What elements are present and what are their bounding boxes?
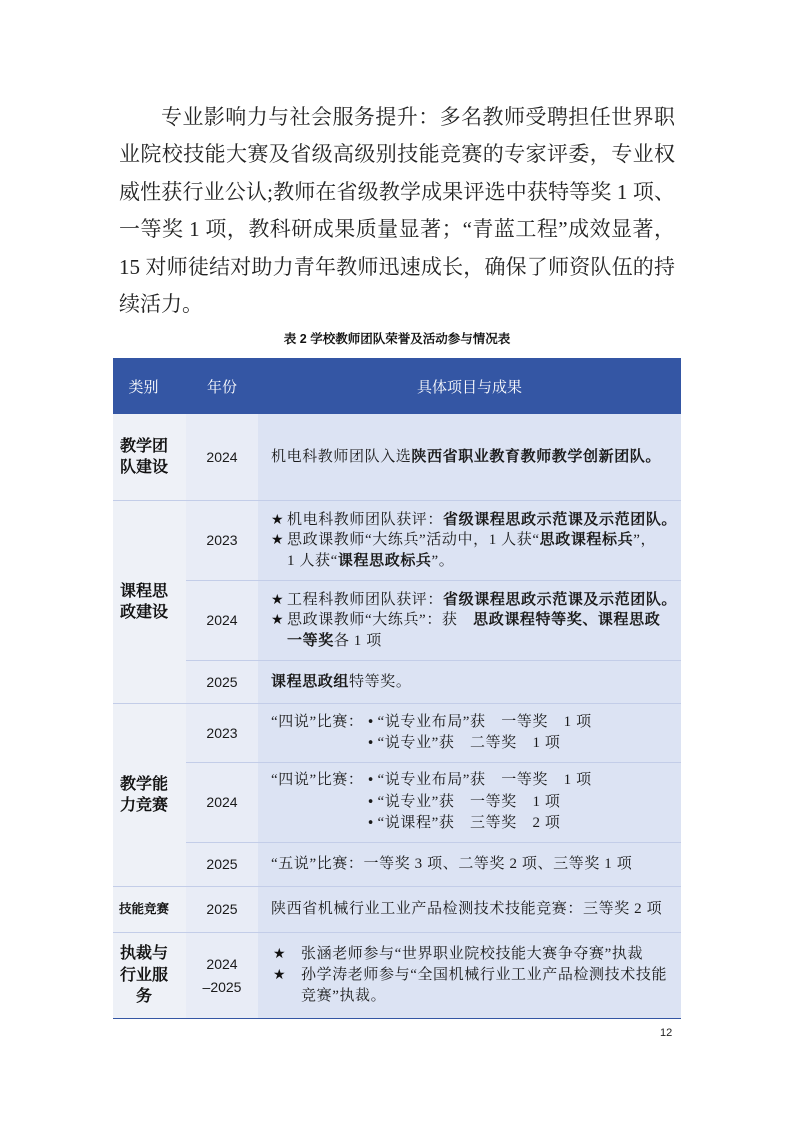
- year-cell: 2024: [186, 762, 258, 842]
- bullet-icon: [364, 771, 378, 792]
- header-year: 年份: [186, 358, 258, 414]
- contest-block: [271, 770, 592, 835]
- content-cell: [258, 580, 681, 660]
- content-segment: 各 1 项: [333, 632, 382, 649]
- star-icon: [271, 510, 287, 531]
- content-segment: 特等奖。: [349, 673, 412, 690]
- paragraph-line: 续活力。: [119, 292, 203, 317]
- content-cell: [258, 842, 681, 886]
- content-segment-bold: 省级课程思政示范课及示范团队。: [443, 590, 678, 608]
- category-label: 执裁与行业服务: [119, 945, 168, 1006]
- year-cell: 2025: [186, 660, 258, 703]
- category-label: 技能竞赛: [118, 902, 169, 916]
- year-cell: 2025: [186, 886, 258, 932]
- year-cell: 2024: [186, 414, 258, 500]
- bullet-icon: [364, 734, 378, 755]
- category-label: 课程思政建设: [119, 583, 168, 621]
- list-item: [364, 792, 592, 814]
- star-list: [271, 510, 677, 572]
- list-item: [271, 944, 667, 965]
- content-text: [271, 854, 632, 875]
- content-segment: 竞赛”执裁。: [301, 988, 387, 1004]
- category-label: 教学团队建设: [119, 438, 168, 476]
- list-item-text: “说专业”获 一等奖 1 项: [377, 793, 561, 810]
- year-cell: 2024: [186, 580, 258, 660]
- bullet-list: [364, 712, 592, 755]
- content-segment-bold: 陕西省职业教育教师教学创新团队。: [411, 447, 662, 465]
- bullet-icon: [364, 713, 378, 734]
- star-icon: [271, 530, 287, 551]
- content-cell: [258, 500, 681, 580]
- star-icon: [271, 590, 287, 611]
- category-cell-judging: [113, 932, 186, 1018]
- list-item: [271, 510, 677, 531]
- content-segment: 陕西省机械行业工业产品检测技术技能竞赛：三等奖 2 项: [271, 901, 663, 918]
- category-cell-teaching-ability: [113, 703, 186, 886]
- paragraph-line: 专业影响力与社会服务提升：多名教师受聘担任世界职: [161, 105, 675, 129]
- contest-block: [271, 712, 592, 755]
- paragraph-line: 威性获行业公认;教师在省级教学成果评选中获特等奖 1 项、: [119, 179, 675, 204]
- year-cell: 2025: [186, 842, 258, 886]
- content-segment: 张涵老师参与“世界职业院校技能大赛争夺赛”执裁: [301, 946, 644, 962]
- paragraph-line: 15 对师徒结对助力青年教师迅速成长，确保了师资队伍的持: [119, 254, 675, 279]
- header-category: 类别: [113, 358, 186, 414]
- list-item: [364, 712, 592, 734]
- page-number: 12: [660, 1027, 673, 1039]
- category-cell-skills: [113, 886, 186, 932]
- content-text: [271, 899, 662, 920]
- content-segment: 1 人获“: [287, 552, 338, 569]
- content-segment-bold: 课程思政标兵: [337, 551, 432, 569]
- content-segment: 工程科教师团队获评：: [287, 591, 444, 608]
- list-item: [271, 530, 677, 571]
- content-segment-bold: 思政课程特等奖、课程思政: [473, 611, 661, 629]
- star-icon: [271, 610, 287, 631]
- content-text: [271, 447, 661, 468]
- content-segment-bold: 一等奖: [287, 631, 334, 649]
- star-icon: [271, 944, 301, 965]
- list-item: [271, 610, 677, 651]
- star-icon: [271, 965, 301, 986]
- list-item-text: “说专业布局”获 一等奖 1 项: [377, 713, 592, 730]
- content-segment: ”。: [431, 552, 455, 569]
- star-list: [271, 944, 667, 1007]
- content-segment: “五说”比赛：一等奖 3 项、二等奖 2 项、三等奖 1 项: [271, 856, 633, 873]
- content-cell: [258, 660, 681, 703]
- content-segment-bold: 思政课程标兵: [539, 531, 634, 549]
- list-item: [271, 965, 667, 1007]
- category-cell-team: [113, 414, 186, 500]
- list-item-text: “说专业布局”获 一等奖 1 项: [377, 772, 592, 789]
- honors-table: [113, 358, 681, 1019]
- intro-paragraph: [119, 99, 675, 323]
- bullet-icon: [364, 814, 378, 835]
- year-cell: 2023: [186, 500, 258, 580]
- list-item: [364, 733, 592, 755]
- content-cell: [258, 932, 681, 1018]
- paragraph-line: 一等奖 1 项，教科研成果质量显著；“青蓝工程”成效显著，: [119, 217, 675, 242]
- content-segment: 机电科教师团队获评：: [287, 511, 444, 528]
- bullet-icon: [364, 793, 378, 814]
- header-content: 具体项目与成果: [258, 358, 681, 414]
- content-segment: 机电科教师团队入选: [271, 448, 412, 465]
- list-item: [271, 590, 677, 611]
- year-cell: 2024 –2025: [186, 932, 258, 1018]
- content-cell: [258, 703, 681, 762]
- bullet-list: [364, 770, 592, 835]
- year-cell: 2023: [186, 703, 258, 762]
- contest-label: “四说”比赛：: [271, 772, 364, 789]
- contest-label: “四说”比赛：: [271, 713, 364, 730]
- content-segment: 思政课教师“大练兵”活动中，1 人获“: [287, 532, 540, 549]
- list-item-text: “说专业”获 二等奖 1 项: [377, 735, 561, 751]
- content-segment: ”，: [633, 532, 657, 549]
- paragraph-line: 业院校技能大赛及省级高级别技能竞赛的专家评委，专业权: [119, 142, 675, 167]
- table-caption: 表 2 学校教师团队荣誉及活动参与情况表: [283, 332, 511, 346]
- content-text: [271, 672, 411, 693]
- category-label: 教学能力竞赛: [119, 776, 168, 814]
- star-list: [271, 590, 677, 652]
- content-segment: 思政课教师“大练兵”：获: [287, 612, 474, 629]
- list-item-text: “说课程”获 三等奖 2 项: [377, 815, 561, 832]
- list-item: [364, 813, 592, 835]
- category-cell-ideology: [113, 500, 186, 703]
- content-segment-bold: 省级课程思政示范课及示范团队。: [443, 510, 678, 528]
- content-cell: [258, 414, 681, 500]
- content-cell: [258, 762, 681, 842]
- content-segment: 孙学涛老师参与“全国机械行业工业产品检测技术技能: [301, 967, 668, 983]
- content-cell: [258, 886, 681, 932]
- content-segment-bold: 课程思政组: [271, 672, 350, 690]
- list-item: [364, 770, 592, 792]
